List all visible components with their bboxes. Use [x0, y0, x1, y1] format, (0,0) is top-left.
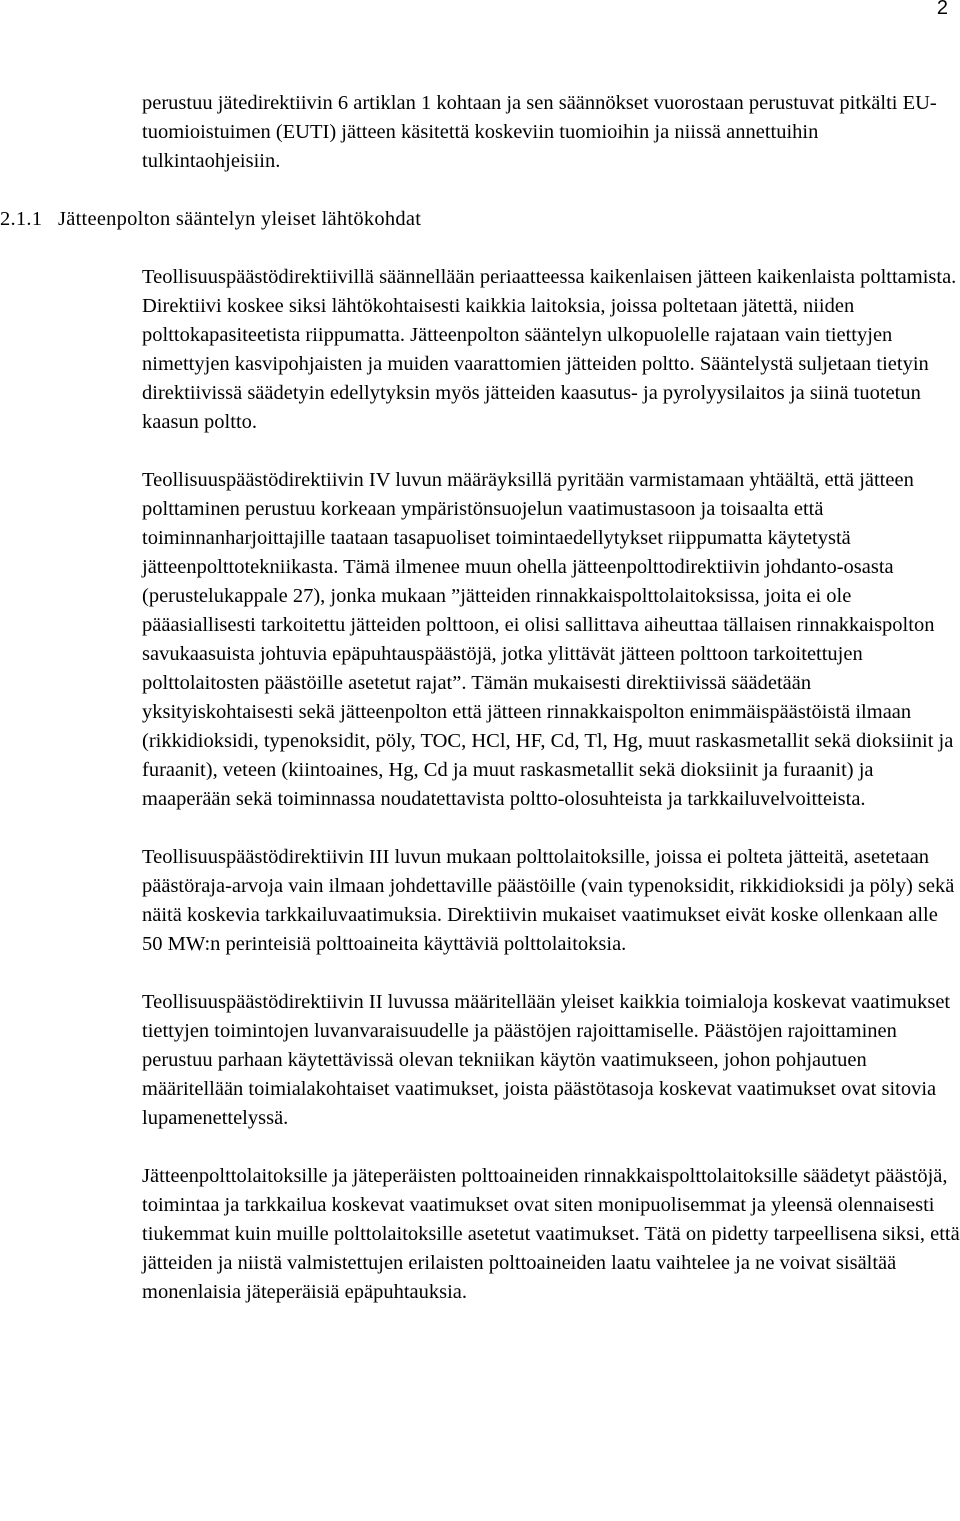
section-title: Jätteenpolton sääntelyn yleiset lähtökohdat: [58, 208, 422, 230]
page-number: 2: [936, 0, 948, 19]
paragraph-conclusion: Jätteenpolttolaitoksille ja jäteperäisten polttoaineiden rinnakkaispolttolaitoksille säädetyt päästöjä, toimintaa ja tarkkailua koskevat vaatimukset ovat siten monipuolisemmat ja yleensä olennaisesti tiukemmat kuin muille polttolaitoksille asetetut vaatimukset. Tätä on pidetty tarpeellisena siksi, että jätteiden ja niistä valmistettujen erilaisten polttoaineiden laatu vaihtelee ja ne voivat sisältää monenlaisia jäteperäisiä epäpuhtauksia.: [142, 1165, 960, 1303]
document-body: [0, 89, 960, 1307]
section-heading: [0, 205, 960, 234]
section-number: 2.1.1: [0, 208, 43, 230]
intro-paragraph: perustuu jätedirektiivin 6 artiklan 1 kohtaan ja sen säännökset vuorostaan perustuvat pitkälti EU-tuomioistuimen (EUTI) jätteen käsitettä koskeviin tuomioihin ja niissä annettuihin tulkintaohjeisiin.: [142, 92, 937, 172]
paragraph-chapter-iv: Teollisuuspäästödirektiivin IV luvun määräyksillä pyritään varmistamaan yhtäältä, että jätteen polttaminen perustuu korkeaan ympäristönsuojelun vaatimustasoon ja toisaalta että toiminnanharjoittajille taataan tasapuoliset toimintaedellytykset riippumatta käytetystä jätteenpolttotekniikasta. Tämä ilmenee muun ohella jätteenpolttodirektiivin johdanto-osasta (perustelukappale 27), jonka mukaan ”jätteiden rinnakkaispolttolaitoksissa, joita ei ole pääasiallisesti tarkoitettu jätteiden polttoon, ei olisi sallittava aiheuttaa tällaisen rinnakkaispolton savukaasuista johtuvia epäpuhtauspäästöjä, jotka ylittävät jätteen polttoon tarkoitettujen polttolaitosten päästöille asetetut rajat”. Tämän mukaisesti direktiivissä säädetään yksityiskohtaisesti sekä jätteenpolton että jätteen rinnakkaispolton enimmäispäästöistä ilmaan (rikkidioksidi, typenoksidit, pöly, TOC, HCl, HF, Cd, Tl, Hg, muut raskasmetallit sekä dioksiinit ja furaanit), veteen (kiintoaines, Hg, Cd ja muut raskasmetallit sekä dioksiinit ja furaanit) ja maaperään sekä toiminnassa noudatettavista poltto-olosuhteista ja tarkkailuvelvoitteista.: [142, 469, 954, 810]
paragraph-scope: Teollisuuspäästödirektiivillä säännellään periaatteessa kaikenlaisen jätteen kaikenlaista polttamista. Direktiivi koskee siksi lähtökohtaisesti kaikkia laitoksia, joissa poltetaan jätettä, niiden polttokapasiteetista riippumatta. Jätteenpolton sääntelyn ulkopuolelle rajataan vain tiettyjen nimettyjen kasvipohjaisten ja muiden vaarattomien jätteiden poltto. Sääntelystä suljetaan tietyin direktiivissä säädetyin edellytyksin myös jätteiden kaasutus- ja pyrolyysilaitos ja siinä tuotetun kaasun poltto.: [142, 266, 957, 433]
paragraph-chapter-iii: Teollisuuspäästödirektiivin III luvun mukaan polttolaitoksille, joissa ei polteta jätteitä, asetetaan päästöraja-arvoja vain ilmaan johdettaville päästöille (vain typenoksidit, rikkidioksidi ja pöly) sekä näitä koskevia tarkkailuvaatimuksia. Direktiivin mukaiset vaatimukset eivät koske ollenkaan alle 50 MW:n perinteisiä polttoaineita käyttäviä polttolaitoksia.: [142, 846, 955, 955]
paragraph-chapter-ii: Teollisuuspäästödirektiivin II luvussa määritellään yleiset kaikkia toimialoja koskevat vaatimukset tiettyjen toimintojen luvanvaraisuudelle ja päästöjen rajoittamiselle. Päästöjen rajoittaminen perustuu parhaan käytettävissä olevan tekniikan käytön vaatimukseen, johon pohjautuen määritellään toimialakohtaiset vaatimukset, joista päästötasoja koskevat vaatimukset ovat sitovia lupamenettelyssä.: [142, 991, 951, 1129]
